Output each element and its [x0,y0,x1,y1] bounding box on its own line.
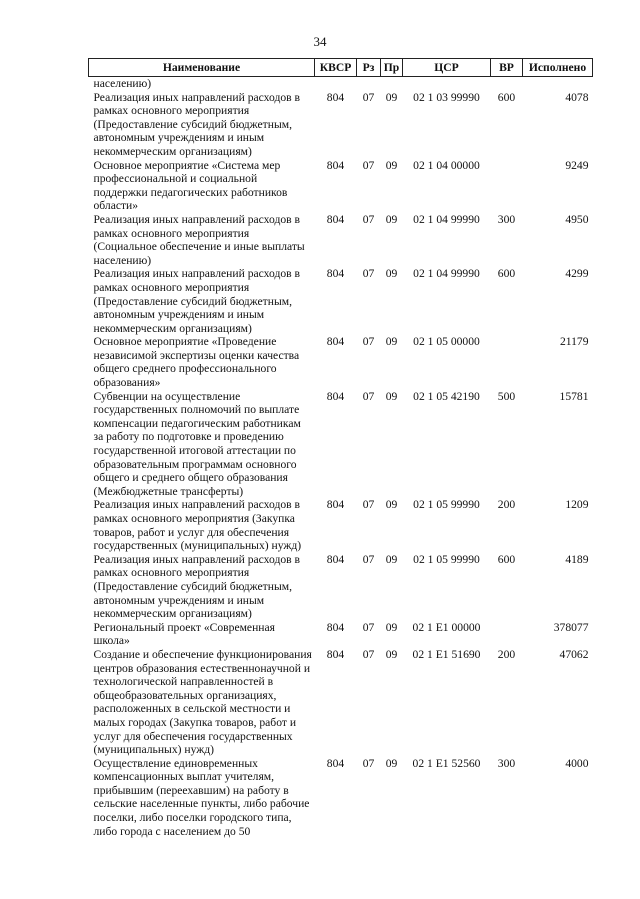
row-name: Реализация иных направлений расходов в рамках основного мероприятия (Предоставление субсидий бюджетным, автономным учреждениям и иным некоммерческим организациям) [93,90,300,158]
page-number: 34 [313,34,327,49]
row-csr: 02 1 04 99990 [413,212,480,226]
row-vr: 600 [497,552,516,566]
header-rz: Рз [357,59,381,77]
row-vr [491,159,523,213]
row-pr: 09 [385,552,398,566]
row-pr: 09 [385,756,398,770]
row-kvsr: 804 [326,212,345,226]
row-done: 47062 [559,647,589,661]
row-pr: 09 [385,212,398,226]
table-row [89,553,593,621]
row-name: Реализация иных направлений расходов в рамках основного мероприятия (Предоставление субсидий бюджетным, автономным учреждениям и иным некоммерческим организациям) [93,552,300,621]
row-csr: 02 1 04 99990 [413,267,480,281]
row-name: Реализация иных направлений расходов в рамках основного мероприятия (Закупка товаров, работ и услуг для обеспечения государственных (муниципальных) нужд) [93,498,302,553]
row-pr: 09 [385,498,398,512]
row-vr [491,335,523,389]
row-csr: 02 1 05 99990 [413,498,480,512]
table-header-row [89,59,593,77]
table-row [89,498,593,552]
row-rz: 07 [362,647,375,661]
row-name: населению) [93,77,152,90]
table-row [89,77,593,91]
row-csr: 02 1 03 99990 [413,90,480,104]
row-csr: 02 1 05 42190 [413,389,480,403]
table-row [89,621,593,648]
row-rz: 07 [362,212,375,226]
row-done: 4950 [565,212,589,226]
row-vr: 300 [497,212,516,226]
row-pr: 09 [385,158,398,172]
row-pr: 09 [385,267,398,281]
row-name: Создание и обеспечение функционирования центров образования естественнонаучной и технологической направленностей в общеобразовательных организациях, расположенных в сельской местности и малых городах (Закупка товаров, работ и услуг для обеспечения государственных (муниципальных) нужд) [93,647,312,757]
header-name: Наименование [89,59,315,77]
row-name: Субвенции на осуществление государственных полномочий по выплате компенсации педагогическим работникам за работу по подготовке и проведению государственной итоговой аттестации по образовательным программам основного общего и среднего общего образования (Межбюджетные трансферты) [93,389,301,498]
row-done: 4299 [565,267,589,281]
row-pr: 09 [385,90,398,104]
row-name: Реализация иных направлений расходов в рамках основного мероприятия (Предоставление субсидий бюджетным, автономным учреждениям и иным некоммерческим организациям) [93,267,300,335]
row-csr [403,77,491,91]
row-kvsr: 804 [326,335,345,349]
row-csr: 02 1 E1 00000 [412,620,481,634]
row-vr: 200 [497,647,516,661]
table-body [89,77,593,839]
row-name: Осуществление единовременных компенсационных выплат учителям, прибывшим (переехавшим) на работу в сельские населенные пункты, либо рабочие поселки, либо поселки городского типа, либо города с населением до 50 [93,756,310,838]
row-pr: 09 [385,620,398,634]
row-csr: 02 1 04 00000 [413,158,480,172]
header-pr: Пр [381,59,403,77]
row-name: Региональный проект «Современная школа» [93,620,275,648]
row-rz: 07 [362,335,375,349]
row-done: 1209 [565,498,589,512]
row-kvsr: 804 [326,552,345,566]
table-row [89,390,593,499]
row-kvsr: 804 [326,389,345,403]
row-done: 15781 [559,389,589,403]
row-pr: 09 [385,335,398,349]
row-vr: 500 [497,389,516,403]
row-done: 4000 [565,756,589,770]
row-rz: 07 [362,552,375,566]
row-csr: 02 1 05 00000 [413,335,480,349]
row-done: 378077 [553,620,589,634]
row-done: 21179 [559,335,589,349]
table-row [89,648,593,757]
budget-table [88,58,593,838]
row-vr: 600 [497,267,516,281]
row-pr: 09 [385,647,398,661]
row-name: Основное мероприятие «Проведение независимой экспертизы оценки качества общего среднего профессионального образования» [93,335,300,390]
row-csr: 02 1 E1 52560 [412,756,481,770]
table-row [89,91,593,159]
row-rz: 07 [362,620,375,634]
row-vr: 300 [497,756,516,770]
row-csr: 02 1 E1 51690 [412,647,481,661]
row-kvsr: 804 [326,647,345,661]
row-pr: 09 [385,389,398,403]
row-kvsr: 804 [326,267,345,281]
row-rz: 07 [362,158,375,172]
row-done [523,77,593,91]
row-vr: 200 [497,498,516,512]
table-row [89,159,593,213]
table-row [89,267,593,335]
row-done: 4078 [565,90,589,104]
row-csr: 02 1 05 99990 [413,552,480,566]
row-rz: 07 [362,498,375,512]
row-kvsr: 804 [326,756,345,770]
row-vr [491,621,523,648]
row-done: 4189 [565,552,589,566]
row-rz: 07 [362,90,375,104]
row-pr [381,77,403,91]
row-name: Реализация иных направлений расходов в рамках основного мероприятия (Социальное обеспечение и иные выплаты населению) [93,212,305,267]
row-rz [357,77,381,91]
row-done: 9249 [565,158,589,172]
header-csr: ЦСР [403,59,491,77]
row-vr: 600 [497,90,516,104]
row-kvsr: 804 [326,498,345,512]
header-kvsr: КВСР [315,59,357,77]
row-kvsr: 804 [326,620,345,634]
table-row [89,757,593,839]
row-kvsr: 804 [326,158,345,172]
row-rz: 07 [362,267,375,281]
table-row [89,335,593,389]
row-kvsr: 804 [326,90,345,104]
row-name: Основное мероприятие «Система мер профессиональной и социальной поддержки педагогических работников области» [93,158,288,213]
row-rz: 07 [362,756,375,770]
table-row [89,213,593,267]
row-rz: 07 [362,389,375,403]
header-done: Исполнено [523,59,593,77]
row-kvsr [315,77,357,91]
header-vr: ВР [491,59,523,77]
row-vr [491,77,523,91]
